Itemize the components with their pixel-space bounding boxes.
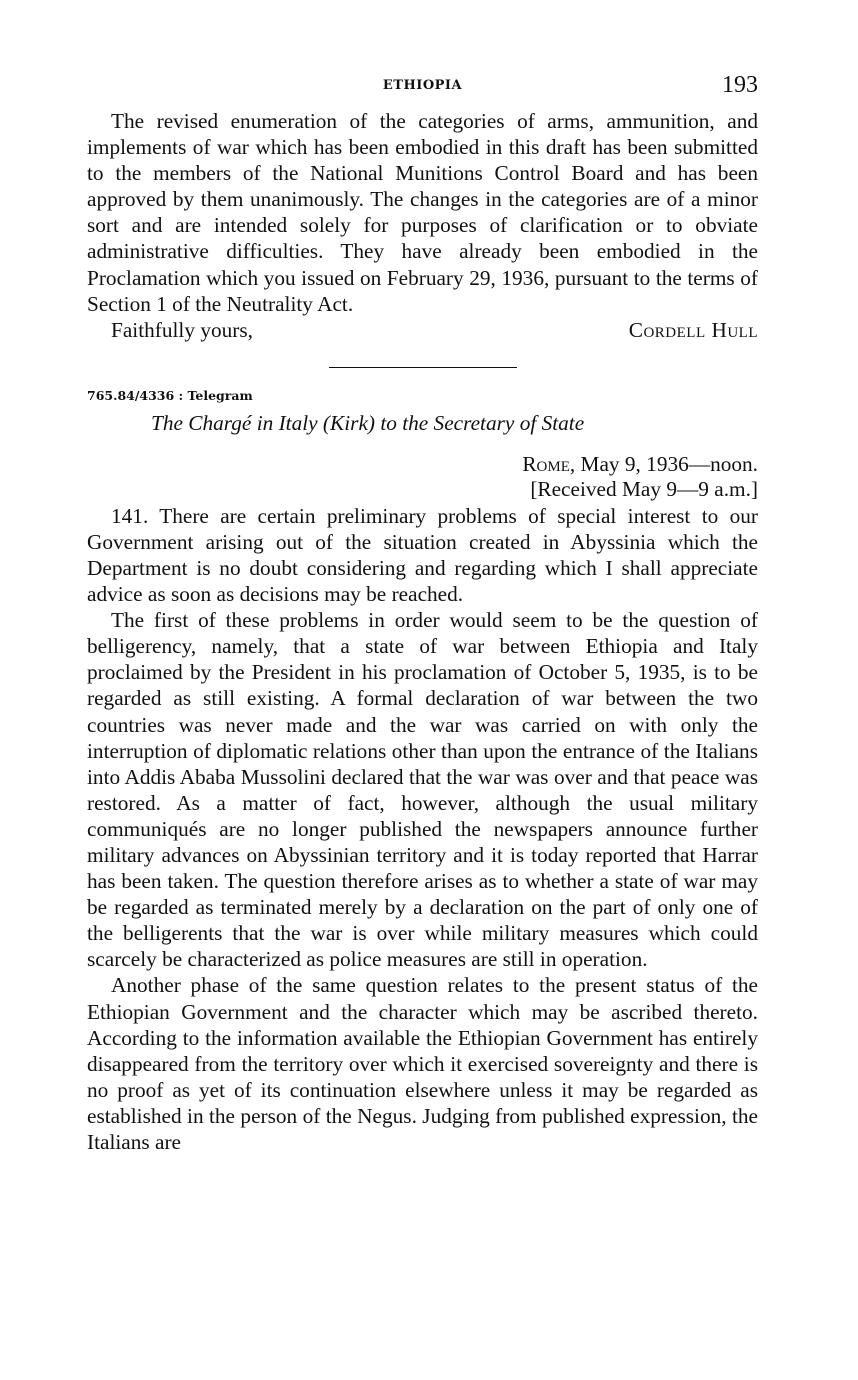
telegram-dateline [87,452,758,503]
dateline-sent [87,452,758,478]
title-prefix: The Chargé in Italy ( [151,410,331,435]
telegram-paragraph-3: Another phase of the same question relates to the present status of the Ethiopian Government and the character which may be ascribed thereto. According to the information available the Ethiopian Government has entirely disappeared from the territory over which it exercised sovereignty and there is no proof as yet of its continuation elsewhere unless it may be regarded as established in the person of the Negus. Judging from published expression, the Italians are [87,973,758,1154]
title-name: Kirk [330,410,368,435]
dateline-place: Rome [522,451,570,476]
dateline-received: [Received May 9—9 a.m.] [530,477,758,502]
letter-signoff [87,317,758,343]
telegram-paragraph-1: 141. There are certain preliminary problems of special interest to our Government arising out of the situation created in Abyssinia which the Department is no doubt considering and regarding which I shall appreciate advice as soon as decisions may be reached. [87,503,758,607]
running-head: ETHIOPIA [382,78,463,93]
title-suffix: ) to the Secretary of State [367,410,585,435]
telegram-file-reference: 765.84/4336 : Telegram [87,387,253,403]
dateline-date: , May 9, 1936—noon. [569,451,758,476]
letter-signature: Cordell Hull [628,317,758,342]
letter-closing: Faithfully yours, [111,317,253,342]
telegram-title [87,410,758,436]
page-header [87,72,758,108]
page-number: 193 [722,72,758,98]
telegram-paragraph-2: The first of these problems in order would seem to be the question of belligerency, namely, that a state of war between Ethiopia and Italy proclaimed by the President in his proclamation of October 5, 1935, is to be regarded as still existing. A formal declaration of war between the two countries was never made and the war was carried on with only the interruption of diplomatic relations other than upon the entrance of the Italians into Addis Ababa Mussolini declared that the war was over and that peace was restored. As a matter of fact, however, although the usual military communiqués are no longer published the newspapers announce further military advances on Abyssinian territory and it is today reported that Harrar has been taken. The question therefore arises as to whether a state of war may be regarded as terminated merely by a declaration on the part of only one of the belligerents that the war is over while military measures which could scarcely be characterized as police measures are still in operation. [87,608,758,972]
section-divider [329,367,517,368]
document-page [87,72,758,1155]
letter-closing-paragraph: The revised enumeration of the categories of arms, ammunition, and implements of war which has been embodied in this draft has been submitted to the members of the National Munitions Control Board and has been approved by them unanimously. The changes in the categories are of a minor sort and are intended solely for purposes of clarification or to obviate administrative difficulties. They have already been embodied in the Proclamation which you issued on February 29, 1936, pursuant to the terms of Section 1 of the Neutrality Act. [87,109,758,316]
